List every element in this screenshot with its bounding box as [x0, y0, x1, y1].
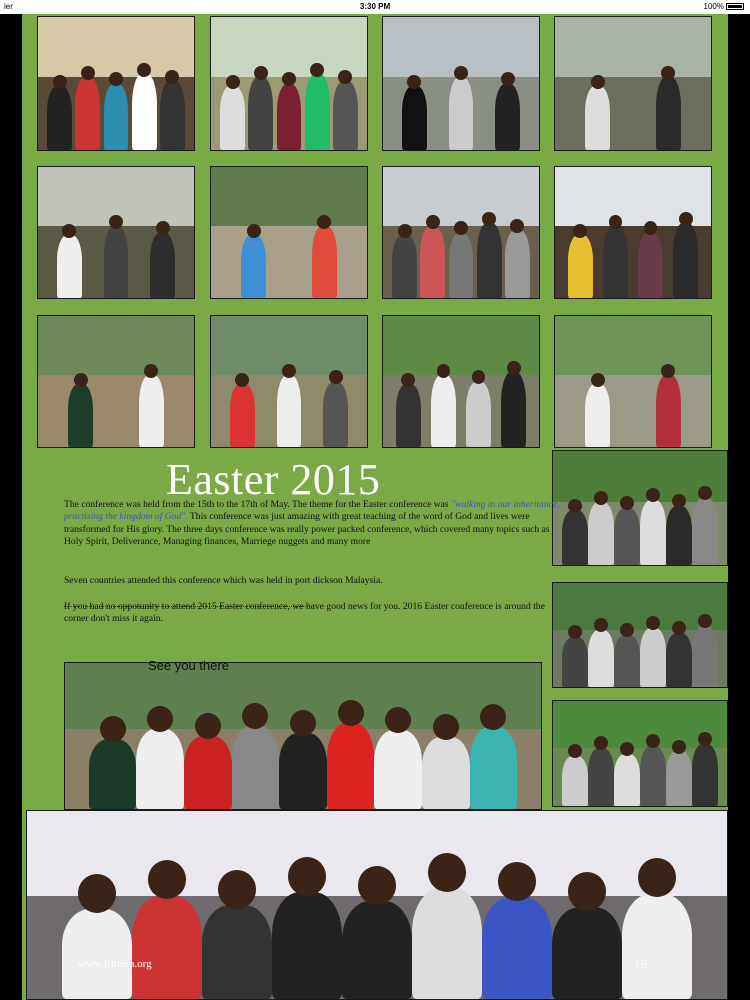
photo-person-head: [679, 212, 693, 226]
photo-person-head: [165, 70, 179, 84]
photo-group-outdoor-five: [210, 16, 368, 151]
photo-person-head: [620, 742, 634, 756]
photo-four-women-hugging: [554, 166, 712, 299]
photo-person-figure: [482, 897, 552, 999]
photo-person-figure: [392, 235, 417, 298]
photo-person-head: [147, 706, 173, 732]
photo-background: [38, 17, 194, 77]
photo-person-head: [247, 224, 261, 238]
conference-theme: "walking in our inheritance, practising the kingdom of God".: [64, 499, 560, 523]
photo-person-head: [242, 703, 268, 729]
photo-large-group-palm: [552, 582, 728, 688]
photo-person-head: [568, 499, 582, 513]
photo-person-figure: [470, 727, 518, 809]
photo-person-head: [358, 866, 397, 905]
photo-person-head: [53, 75, 67, 89]
photo-person-head: [594, 618, 608, 632]
photo-person-figure: [505, 230, 530, 298]
photo-person-head: [568, 872, 607, 911]
photo-person-head: [646, 616, 660, 630]
photo-men-suits-group: [552, 450, 728, 566]
photo-person-figure: [323, 382, 348, 448]
photo-person-figure: [614, 508, 640, 565]
photo-person-head: [195, 713, 221, 739]
photo-person-figure: [666, 751, 692, 806]
photo-person-head: [454, 66, 468, 80]
photo-person-figure: [68, 384, 93, 447]
photo-person-head: [78, 874, 117, 913]
photo-person-head: [401, 373, 415, 387]
photo-person-figure: [333, 81, 358, 150]
photo-person-figure: [220, 86, 245, 150]
photo-person-head: [609, 215, 623, 229]
photo-person-head: [398, 224, 412, 238]
photo-background: [555, 17, 711, 77]
photo-person-figure: [640, 628, 666, 687]
photo-person-head: [428, 853, 467, 892]
photo-seated-group-steps: [382, 166, 540, 299]
photo-person-figure: [562, 637, 588, 687]
photo-person-figure: [666, 506, 692, 565]
photo-person-figure: [104, 226, 129, 298]
photo-person-head: [254, 66, 268, 80]
photo-person-head: [282, 364, 296, 378]
photo-background: [383, 167, 539, 226]
photo-background: [211, 17, 367, 77]
paragraph-invitation: If you had no oppotunity to attend 2015 Easter conference, we have good news for you. 2016 Easter conference is around the corner don't miss it again.: [64, 601, 545, 625]
photo-person-head: [482, 212, 496, 226]
photo-person-figure: [614, 754, 640, 807]
photo-person-head: [109, 215, 123, 229]
photo-person-head: [591, 373, 605, 387]
photo-man-with-camera: [382, 16, 540, 151]
photo-person-head: [620, 623, 634, 637]
photo-background: [38, 316, 194, 375]
photo-person-figure: [449, 233, 474, 299]
photo-person-head: [137, 63, 151, 77]
photo-person-head: [144, 364, 158, 378]
photo-person-head: [510, 219, 524, 233]
photo-person-head: [109, 72, 123, 86]
photo-child-striped-shirt: [210, 166, 368, 299]
photo-person-figure: [568, 235, 593, 298]
photo-person-figure: [422, 737, 470, 809]
photo-person-head: [407, 75, 421, 89]
paragraph-1-text-rest: This conference was just amazing with great teaching of the word of God and lives were transformed for His glory. The three days conference was really power packed conference, which covered many topics such as Holy Spirit, Deliverance, Managing finances, Marriege nuggets and many more: [64, 511, 550, 548]
photo-person-figure: [640, 746, 666, 806]
photo-ground: [555, 375, 711, 447]
photo-person-head: [288, 857, 327, 896]
photo-person-figure: [57, 235, 82, 298]
photo-person-figure: [431, 375, 456, 447]
battery-icon: [726, 3, 744, 10]
photo-person-figure: [279, 733, 327, 809]
paragraph-1-text: The conference was held from the 15th to the 17th of May. The theme for the Easter conference was: [64, 499, 452, 510]
photo-person-figure: [312, 226, 337, 298]
photo-person-head: [573, 224, 587, 238]
photo-person-figure: [585, 86, 610, 150]
battery-percent: 100%: [703, 2, 724, 11]
photo-background: [211, 167, 367, 226]
photo-person-head: [426, 215, 440, 229]
photo-person-figure: [132, 896, 202, 999]
photo-person-figure: [562, 756, 588, 806]
battery-indicator: [704, 2, 744, 11]
photo-person-figure: [552, 907, 622, 999]
photo-person-figure: [230, 384, 255, 447]
photo-person-figure: [241, 235, 266, 298]
photo-person-figure: [374, 730, 422, 809]
photo-person-figure: [603, 226, 628, 298]
photo-person-head: [661, 66, 675, 80]
photo-person-figure: [466, 382, 491, 448]
photo-person-head: [81, 66, 95, 80]
photo-group-women-indoor: [37, 16, 195, 151]
photo-person-figure: [477, 223, 502, 298]
photo-person-figure: [673, 223, 698, 298]
photo-person-head: [317, 215, 331, 229]
photo-person-figure: [160, 81, 185, 150]
photo-person-figure: [248, 77, 273, 150]
photo-person-head: [218, 870, 257, 909]
photo-person-figure: [47, 86, 72, 150]
photo-person-head: [156, 221, 170, 235]
photo-person-figure: [562, 510, 588, 565]
photo-person-head: [698, 614, 712, 628]
photo-person-figure: [327, 723, 375, 809]
photo-baptism-water-1: [37, 315, 195, 448]
photo-person-figure: [277, 375, 302, 447]
photo-person-head: [338, 700, 364, 726]
photo-person-head: [290, 710, 316, 736]
photo-person-head: [282, 72, 296, 86]
photo-person-head: [310, 63, 324, 77]
photo-indoor-group-sofa: [26, 810, 728, 1000]
photo-person-figure: [501, 372, 526, 447]
photo-person-head: [329, 370, 343, 384]
photo-person-figure: [692, 744, 718, 806]
photo-person-head: [235, 373, 249, 387]
status-bar: [0, 0, 750, 14]
photo-person-figure: [75, 77, 100, 150]
photo-person-figure: [104, 84, 129, 151]
photo-person-head: [338, 70, 352, 84]
photo-man-with-child: [382, 315, 540, 448]
page-number: 15: [634, 956, 647, 971]
photo-person-figure: [420, 226, 445, 298]
photo-person-head: [507, 361, 521, 375]
photo-person-figure: [412, 888, 482, 999]
photo-ground: [38, 375, 194, 447]
photo-person-figure: [449, 77, 474, 150]
photo-person-figure: [622, 894, 692, 999]
photo-person-figure: [232, 726, 280, 809]
paragraph-countries: Seven countries attended this conference which was held in port dickson Malaysia.: [64, 575, 383, 586]
photo-person-head: [591, 75, 605, 89]
photo-person-figure: [588, 502, 614, 565]
photo-person-figure: [396, 384, 421, 447]
photo-person-head: [672, 740, 686, 754]
photo-woman-white-top: [37, 166, 195, 299]
photo-person-figure: [342, 901, 412, 999]
photo-person-head: [501, 72, 515, 86]
photo-person-figure: [184, 736, 232, 809]
photo-couple-palm-trees: [554, 315, 712, 448]
photo-person-head: [568, 625, 582, 639]
photo-person-head: [226, 75, 240, 89]
photo-ground: [211, 226, 367, 298]
photo-person-figure: [62, 909, 132, 999]
photo-see-you-there-group: [64, 662, 542, 810]
magazine-page: [22, 14, 728, 1000]
photo-person-figure: [656, 375, 681, 447]
photo-person-figure: [666, 633, 692, 687]
photo-person-figure: [132, 74, 157, 150]
photo-person-figure: [588, 630, 614, 687]
photo-person-figure: [656, 77, 681, 150]
photo-person-figure: [640, 500, 666, 565]
photo-person-figure: [272, 892, 342, 999]
page-title: Easter 2015: [166, 455, 381, 504]
photo-crowd-garden: [552, 700, 728, 807]
photo-person-head: [454, 221, 468, 235]
photo-ground: [555, 77, 711, 150]
photo-woman-kgp-shirt: [554, 16, 712, 151]
photo-person-figure: [495, 84, 520, 151]
photo-person-figure: [585, 384, 610, 447]
photo-person-figure: [139, 375, 164, 447]
photo-person-figure: [614, 635, 640, 687]
photo-person-head: [62, 224, 76, 238]
paragraph-conference: [64, 499, 564, 549]
photo-person-figure: [202, 905, 272, 999]
photo-person-figure: [136, 729, 184, 809]
photo-person-figure: [277, 84, 302, 151]
photo-person-figure: [692, 626, 718, 687]
photo-person-figure: [402, 86, 427, 150]
carrier-label: ier: [4, 2, 13, 11]
photo-person-head: [594, 491, 608, 505]
website-footer: www.fifmim.org: [78, 958, 152, 970]
photo-background: [555, 316, 711, 375]
photo-person-head: [74, 373, 88, 387]
photo-person-head: [437, 364, 451, 378]
photo-person-head: [100, 716, 126, 742]
photo-baptism-water-2: [210, 315, 368, 448]
photo-caption: See you there: [148, 658, 229, 673]
photo-person-figure: [305, 74, 330, 150]
photo-person-figure: [588, 748, 614, 806]
photo-person-figure: [638, 233, 663, 299]
photo-person-figure: [692, 498, 718, 565]
photo-person-figure: [150, 233, 175, 299]
photo-person-head: [661, 364, 675, 378]
clock: 3:30 PM: [359, 2, 391, 11]
photo-person-figure: [89, 739, 137, 809]
photo-person-head: [568, 744, 582, 758]
